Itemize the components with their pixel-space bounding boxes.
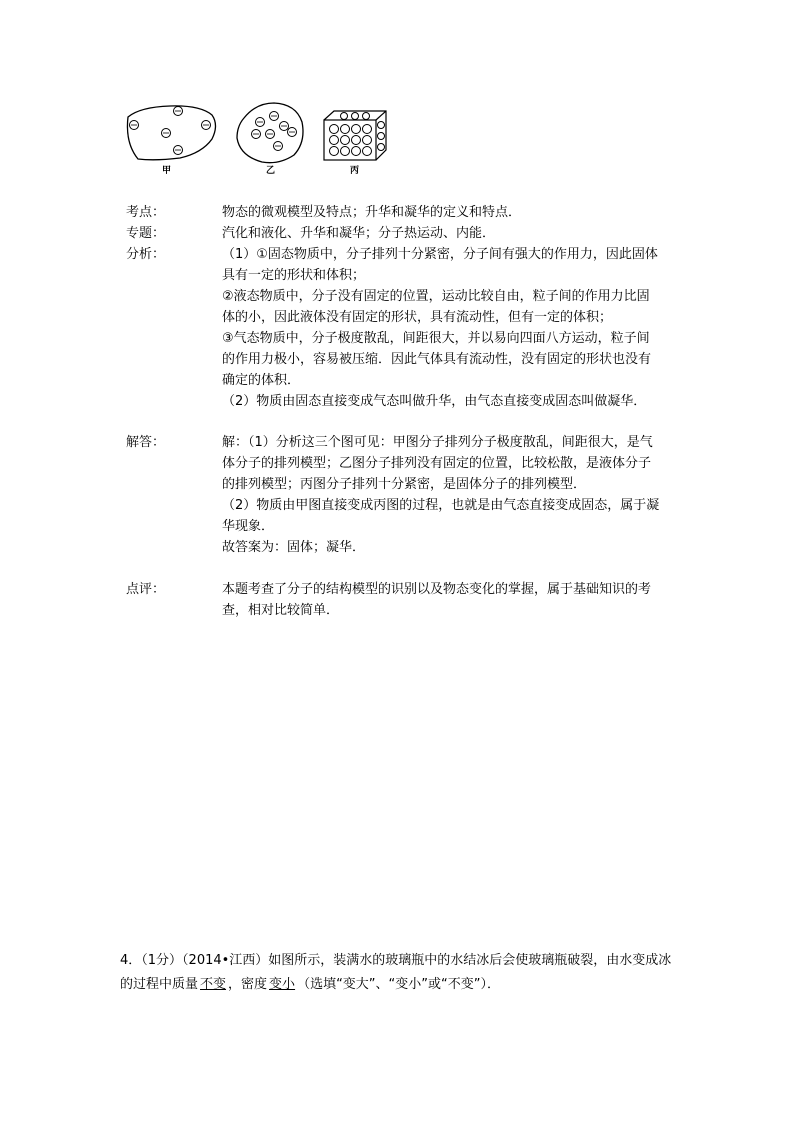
figure-label-yi: 乙 xyxy=(266,166,276,176)
answer-blank-density: 变小 xyxy=(269,977,296,992)
content-line: ③气态物质中，分子极度散乱，间距很大，并以易向四面八方运动，粒子间的作用力极小，容易被压缩．因此气体具有流动性，没有固定的形状也没有确定的体积． xyxy=(222,331,652,388)
content-line: ②液态物质中，分子没有固定的位置，运动比较自由，粒子间的作用力比固体的小，因此液体没有固定的形状，具有流动性，但有一定的体积； xyxy=(222,289,650,325)
question-4-middle: ，密度 xyxy=(228,977,268,992)
question-4-prefix: 4．（1分）（2014•江西）如图所示，装满水的玻璃瓶中的水结冰后会使玻璃瓶破裂，由水变成冰的过程中质量 xyxy=(120,953,672,992)
figure-label-jia: 甲 xyxy=(162,166,172,176)
content-line: （2）物质由甲图直接变成丙图的过程，也就是由气态直接变成固态，属于凝华现象． xyxy=(222,498,660,534)
answer-blank-mass: 不变 xyxy=(200,977,227,992)
row-label-zhuanti: 专题： xyxy=(126,226,166,241)
content-line: 本题考查了分子的结构模型的识别以及物态变化的掌握，属于基础知识的考查，相对比较简单． xyxy=(222,582,652,618)
row-content-dianping xyxy=(222,579,662,621)
row-label-dianping: 点评： xyxy=(126,582,166,597)
liquid-molecule-figure xyxy=(234,100,306,166)
content-line: 故答案为：固体；凝华． xyxy=(222,540,366,555)
row-content-zhuanti xyxy=(222,223,662,244)
row-content-jieda xyxy=(222,432,662,558)
row-label-jieda: 解答： xyxy=(126,435,166,450)
question-4-suffix: （选填“变大”、“变小”或“不变”）． xyxy=(297,977,500,992)
question-4 xyxy=(120,949,680,997)
solid-molecule-figure xyxy=(320,108,392,164)
figure-label-bing: 丙 xyxy=(350,166,360,176)
gas-molecule-figure xyxy=(120,103,220,163)
row-content-fenxi xyxy=(222,244,662,412)
row-label-kaodian: 考点： xyxy=(126,205,166,220)
content-line: （1）①固态物质中，分子排列十分紧密，分子间有强大的作用力，因此固体具有一定的形状和体积； xyxy=(222,247,658,283)
content-line: （2）物质由固态直接变成气态叫做升华，由气态直接变成固态叫做凝华． xyxy=(222,394,647,409)
row-content-kaodian xyxy=(222,202,662,223)
content-line: 解：（1）分析这三个图可见：甲图分子排列分子极度散乱，间距很大，是气体分子的排列模型；乙图分子排列没有固定的位置，比较松散，是液体分子的排列模型；丙图分子排列十分紧密，是固体分子的排列模型． xyxy=(222,435,653,492)
content-line: 汽化和液化、升华和凝华；分子热运动、内能． xyxy=(222,226,496,241)
row-label-fenxi: 分析： xyxy=(126,247,166,262)
content-line: 物态的微观模型及特点；升华和凝华的定义和特点． xyxy=(222,205,522,220)
